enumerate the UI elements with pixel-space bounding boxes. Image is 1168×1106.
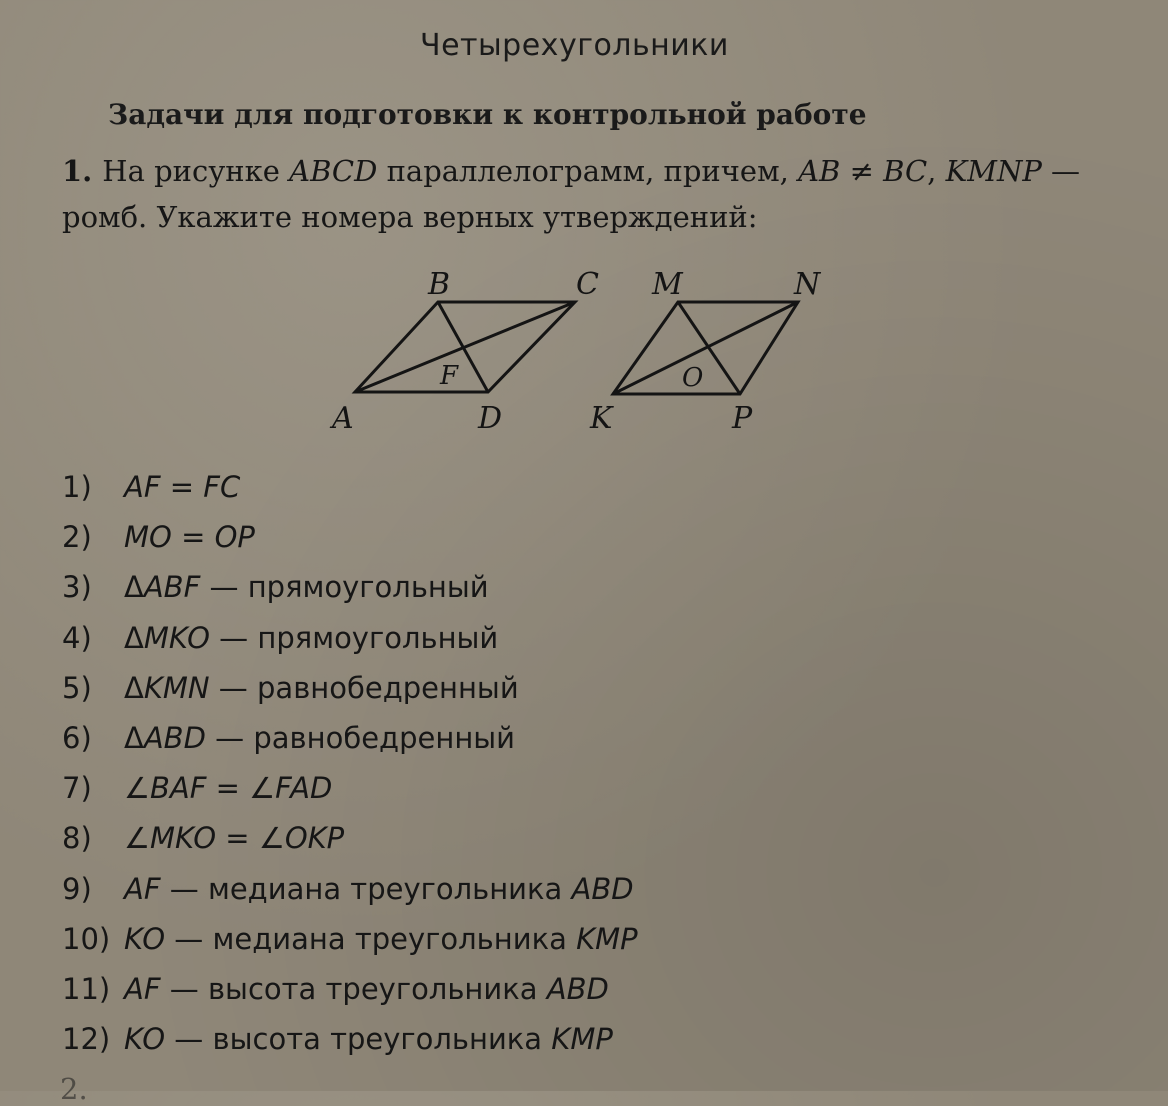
- statement-12: [62, 1014, 638, 1064]
- statement-text: ∠BAF = ∠FAD: [124, 771, 333, 806]
- statement-text: MO = OP: [124, 520, 255, 555]
- statement-index: 9): [62, 871, 92, 906]
- label-m: M: [652, 267, 683, 302]
- statement-text: AF — высота треугольника ABD: [124, 971, 609, 1006]
- statements-list: [62, 462, 638, 1064]
- statement-index: 5): [62, 670, 92, 705]
- label-o: O: [682, 363, 704, 393]
- statement-text: KO — высота треугольника KMP: [124, 1022, 613, 1057]
- statement-text: ∠MKO = ∠OKP: [124, 821, 345, 856]
- section-title: Задачи для подготовки к контрольной работе: [108, 98, 867, 131]
- label-n: N: [794, 267, 821, 302]
- statement-index: 8): [62, 821, 92, 856]
- statement-text: ΔMKO — прямоугольный: [124, 620, 499, 655]
- statement-index: 12): [62, 1022, 111, 1057]
- statement-text: ΔKMN — равнобедренный: [124, 670, 519, 705]
- statement-text: KO — медиана треугольника KMP: [124, 921, 638, 956]
- task-number: 1.: [62, 154, 93, 188]
- statement-text: AF — медиана треугольника ABD: [124, 871, 634, 906]
- statement-index: 7): [62, 771, 92, 806]
- statement-5: [62, 663, 638, 713]
- geometry-figure: [320, 262, 840, 442]
- task-1: [62, 148, 1122, 240]
- statement-index: 11): [62, 971, 111, 1006]
- statement-2: [62, 512, 638, 562]
- statement-index: 4): [62, 620, 92, 655]
- label-c: C: [576, 267, 599, 302]
- statement-10: [62, 914, 638, 964]
- statement-7: [62, 763, 638, 813]
- label-k: K: [590, 401, 613, 436]
- label-f: F: [440, 361, 459, 391]
- statement-4: [62, 613, 638, 663]
- parallelogram-abcd: [355, 302, 575, 392]
- figure-svg: [320, 262, 840, 442]
- statement-3: [62, 562, 638, 612]
- statement-text: ΔABD — равнобедренный: [124, 720, 516, 755]
- label-p: P: [732, 401, 753, 436]
- statement-index: 6): [62, 720, 92, 755]
- label-a: A: [332, 401, 354, 436]
- statement-index: 10): [62, 921, 111, 956]
- rhombus-kmnp: [613, 302, 798, 394]
- statement-text: ΔABF — прямоугольный: [124, 570, 489, 605]
- statement-index: 2): [62, 520, 92, 555]
- statement-index: 1): [62, 470, 92, 504]
- statement-8: [62, 813, 638, 863]
- statement-11: [62, 964, 638, 1014]
- statement-9: [62, 864, 638, 914]
- statement-1: [62, 462, 638, 512]
- task-text: На рисунке ABCD параллелограмм, причем, AB ≠ BC, KMNP — ромб. Укажите номера верных утверждений:: [62, 154, 1081, 234]
- next-task-cut-off: 2.: [60, 1072, 88, 1106]
- chapter-title: Четырехугольники: [420, 28, 729, 63]
- statement-6: [62, 713, 638, 763]
- label-b: B: [428, 267, 451, 302]
- label-d: D: [478, 401, 503, 436]
- statement-index: 3): [62, 570, 92, 605]
- diagonal-ac: [355, 302, 575, 392]
- statement-text: AF = FC: [124, 470, 241, 504]
